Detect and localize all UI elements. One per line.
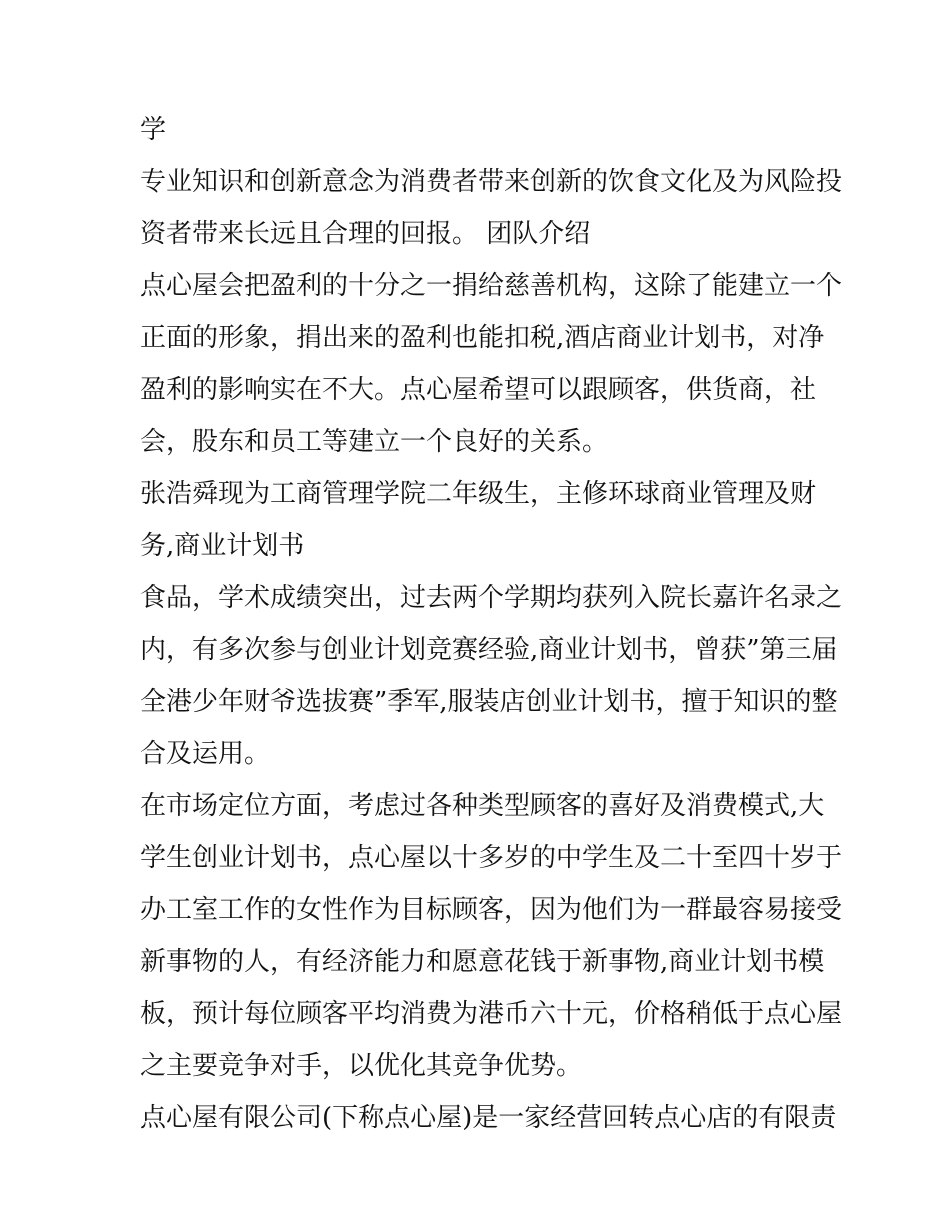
text-line: 在市场定位方面，考虑过各种类型顾客的喜好及消费模式,大 [140, 791, 825, 821]
text-line: 内，有多次参与创业计划竞赛经验,商业计划书，曾获”第三届 [140, 635, 838, 665]
text-line: 全港少年财爷选拔赛”季军,服装店创业计划书，擅于知识的整 [140, 687, 838, 717]
text-line: 务,商业计划书 [140, 531, 305, 561]
text-line: 资者带来长远且合理的回报。 团队介绍 [140, 219, 591, 249]
text-line: 点心屋有限公司(下称点心屋)是一家经营回转点心店的有限责 [140, 1103, 837, 1133]
text-line: 之主要竞争对手，以优化其竞争优势。 [140, 1051, 583, 1081]
text-line: 盈利的影响实在不大。点心屋希望可以跟顾客，供货商，社 [140, 375, 817, 405]
document-body [140, 104, 843, 1144]
text-line: 食品，学术成绩突出，过去两个学期均获列入院长嘉许名录之 [140, 583, 843, 613]
text-line: 板，预计每位顾客平均消费为港币六十元，价格稍低于点心屋 [140, 999, 843, 1029]
text-line: 专业知识和创新意念为消费者带来创新的饮食文化及为风险投 [140, 167, 843, 197]
text-line: 学 [140, 115, 167, 145]
text-line: 正面的形象，捐出来的盈利也能扣税,酒店商业计划书，对净 [140, 323, 825, 353]
text-line: 会，股东和员工等建立一个良好的关系。 [140, 427, 609, 457]
text-line: 学生创业计划书，点心屋以十多岁的中学生及二十至四十岁于 [140, 843, 843, 873]
text-line: 张浩舜现为工商管理学院二年级生，主修环球商业管理及财 [140, 479, 817, 509]
text-line: 新事物的人，有经济能力和愿意花钱于新事物,商业计划书模 [140, 947, 825, 977]
text-line: 点心屋会把盈利的十分之一捐给慈善机构，这除了能建立一个 [140, 271, 843, 301]
text-line: 办工室工作的女性作为目标顾客，因为他们为一群最容易接受 [140, 895, 843, 925]
text-line: 合及运用。 [140, 739, 271, 769]
